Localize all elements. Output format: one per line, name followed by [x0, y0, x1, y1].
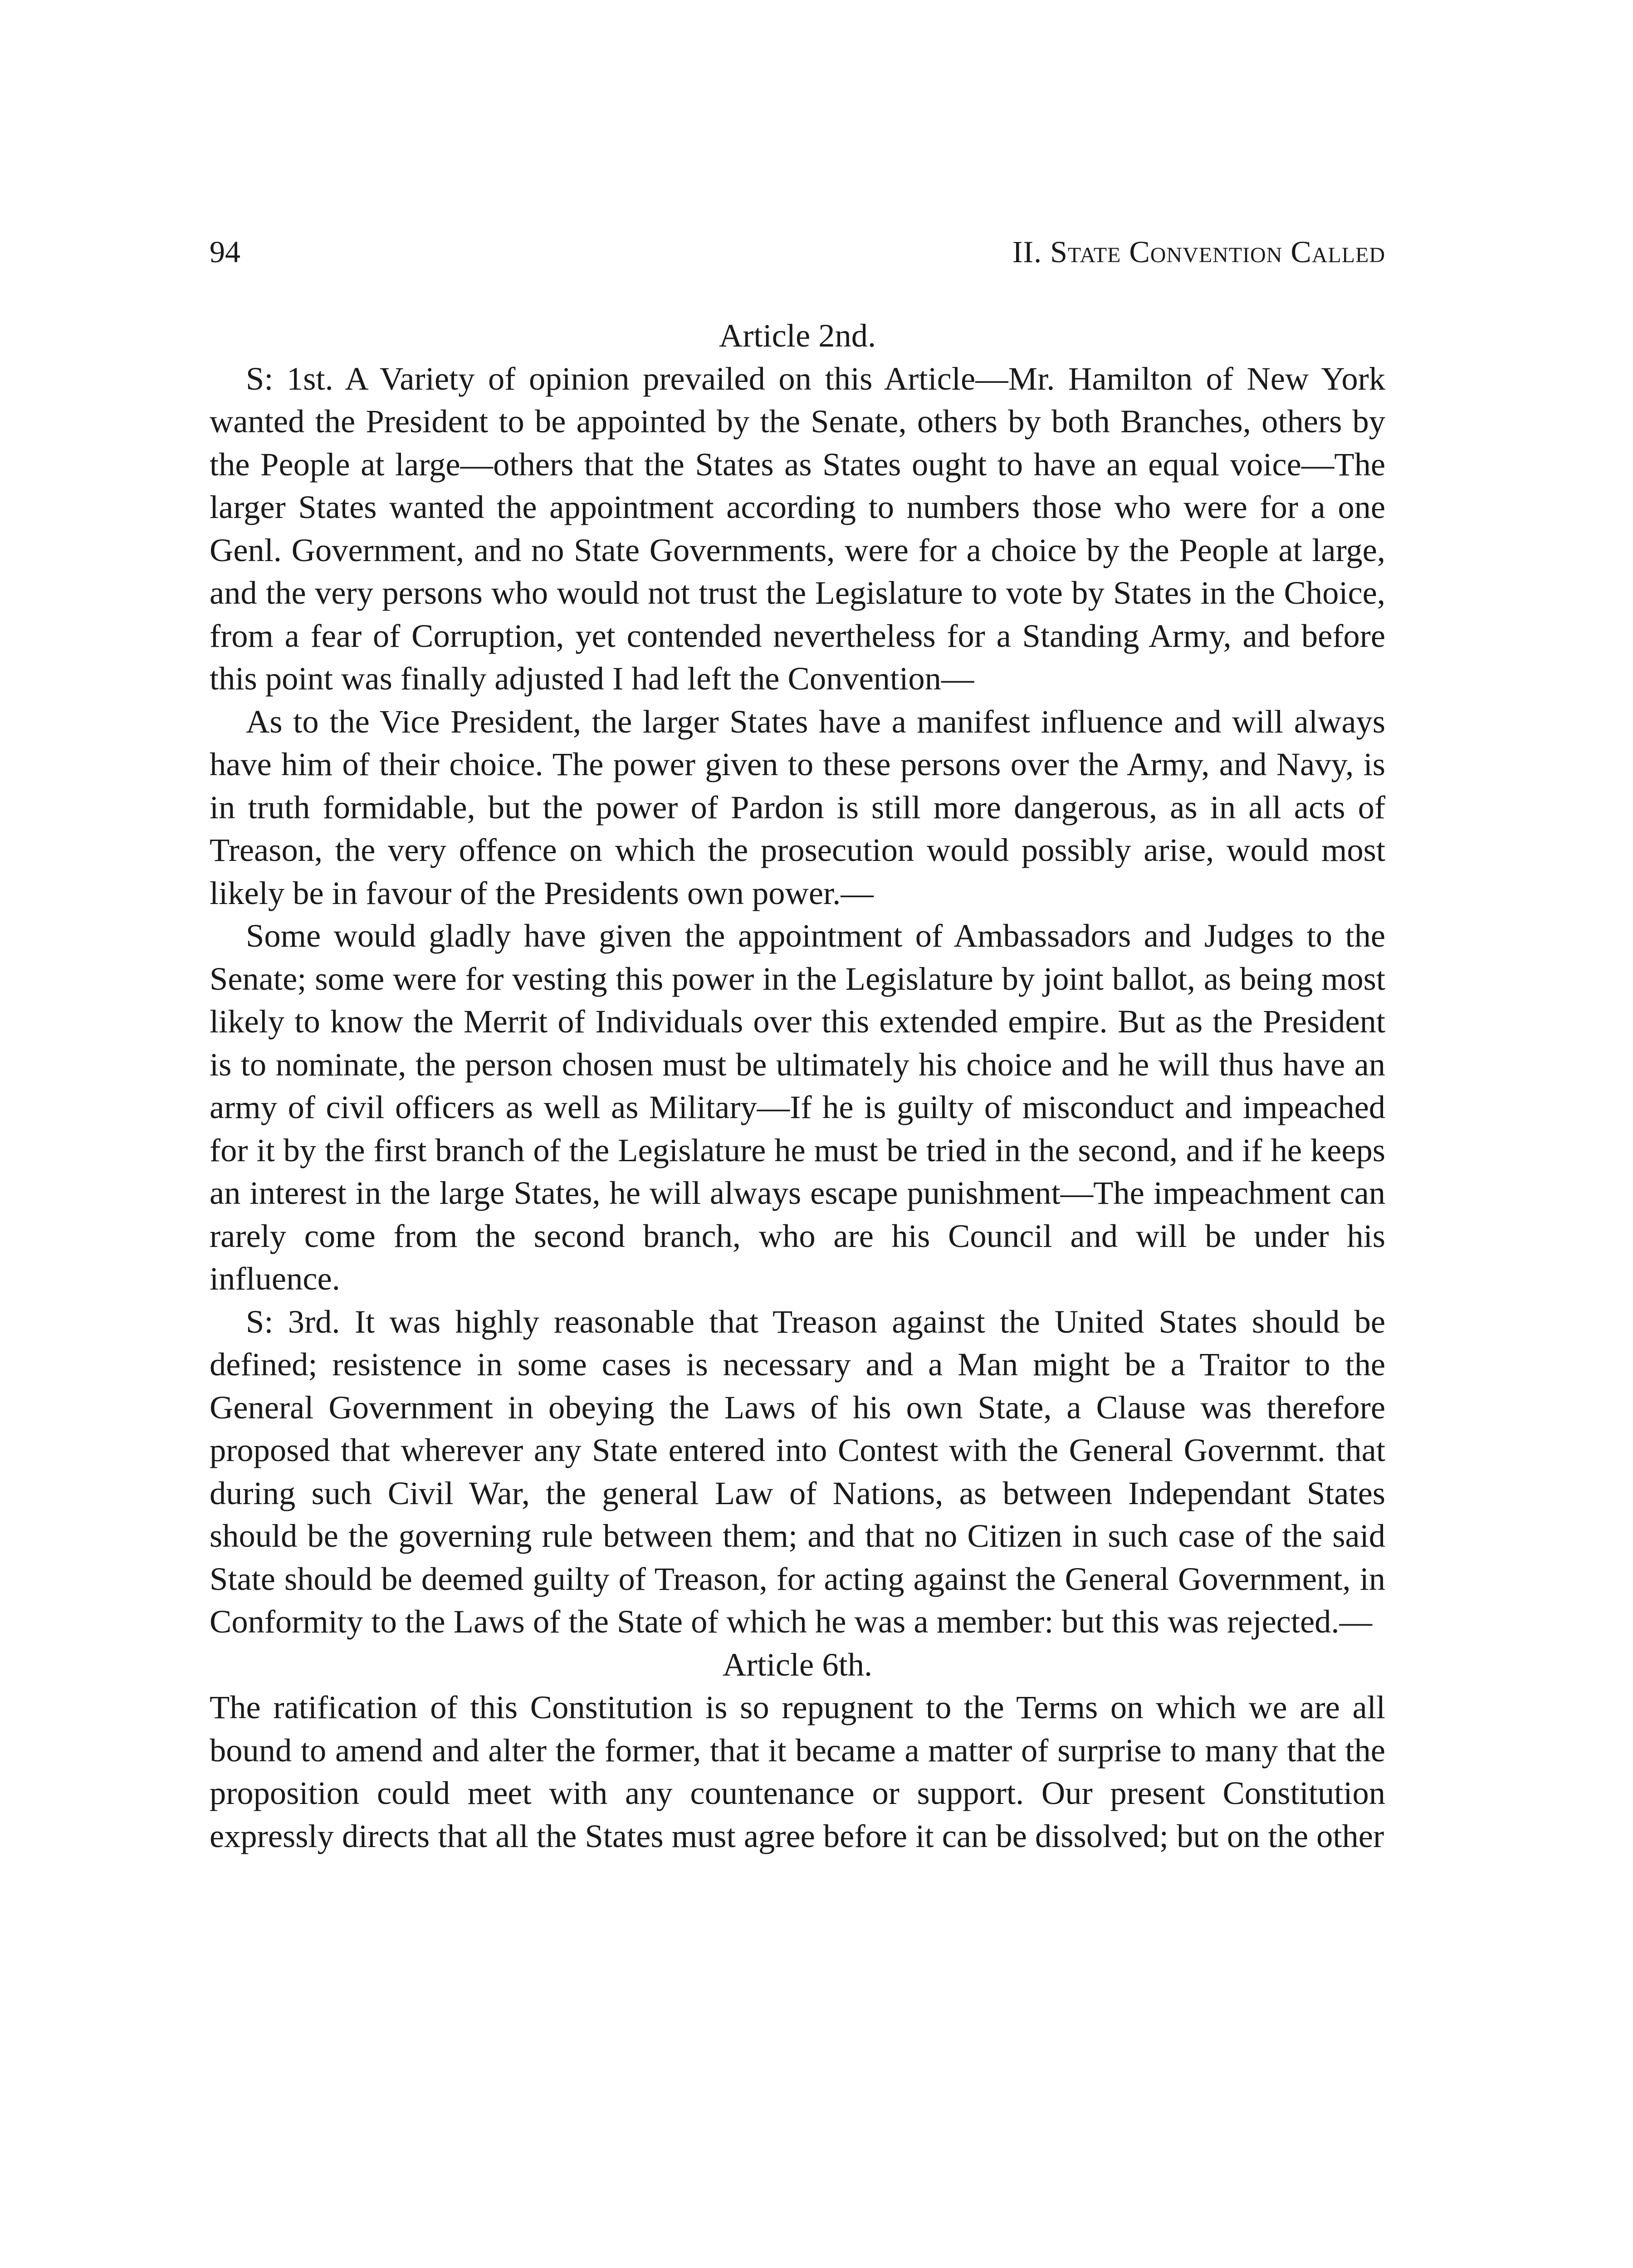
paragraph-vice-president: As to the Vice President, the larger States have a manifest influence and will always have him of their choice. The power given to these persons over the Army, and Navy, is in truth formidable, but the power of Pardon is still more dangerous, as in all acts of Treason, the very offence on which the prosecution would possibly arise, would most likely be in favour of the Presidents own power.— [210, 703, 1385, 911]
chapter-title: II. State Convention Called [1012, 235, 1385, 269]
paragraph-appointments: Some would gladly have given the appointment of Ambassadors and Judges to the Senate; some were for vesting this power in the Legislature by joint ballot, as being most likely to know the Merrit of Individuals over this extended empire. But as the President is to nominate, the person chosen must be ultimately his choice and he will thus have an army of civil officers as well as Military—If he is guilty of misconduct and impeached for it by the first branch of the Legislature he must be tried in the second, and if he keeps an interest in the large States, he will always escape punishment—The impeachment can rarely come from the second branch, who are his Council and will be under his influence. [210, 917, 1385, 1297]
paragraph-section-1: S: 1st. A Variety of opinion prevailed on this Article—Mr. Hamilton of New York wanted the President to be appointed by the Senate, others by both Branches, others by the People at large—others that the States as States ought to have an equal voice—The larger States wanted the appointment according to numbers those who were for a one Genl. Government, and no State Governments, were for a choice by the People at large, and the very persons who would not trust the Legislature to vote by States in the Choice, from a fear of Corruption, yet contended nevertheless for a Standing Army, and before this point was finally adjusted I had left the Convention— [210, 360, 1385, 697]
article-6-heading: Article 6th. [722, 1646, 873, 1683]
article-2-heading: Article 2nd. [719, 317, 876, 354]
page-number: 94 [210, 235, 240, 269]
paragraph-section-3-treason: S: 3rd. It was highly reasonable that Treason against the United States should be defined; resistence in some cases is necessary and a Man might be a Traitor to the General Government in obeying the Laws of his own State, a Clause was therefore proposed that wherever any State entered into Contest with the General Governmt. that during such Civil War, the general Law of Nations, as between Independant States should be the governing rule between them; and that no Citizen in such case of the said State should be deemed guilty of Treason, for acting against the General Government, in Conformity to the Laws of the State of which he was a member: but this was rejected.— [210, 1303, 1385, 1640]
document-page [210, 0, 1385, 2268]
body-text [210, 314, 1385, 1857]
paragraph-ratification: The ratification of this Constitution is so repugnent to the Terms on which we are all bound to amend and alter the former, that it became a matter of surprise to many that the proposition could meet with any countenance or support. Our present Constitution expressly directs that all the States must agree before it can be dissolved; but on the other [210, 1689, 1385, 1854]
running-head [210, 231, 1385, 272]
